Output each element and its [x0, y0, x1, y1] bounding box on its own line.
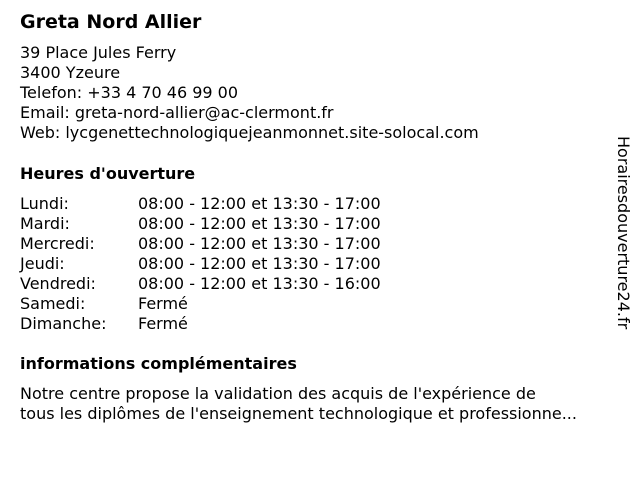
hours-day: Mercredi:	[20, 234, 95, 253]
hours-day: Vendredi:	[20, 274, 96, 293]
hours-time: 08:00 - 12:00 et 13:30 - 16:00	[138, 274, 381, 293]
address-street: 39 Place Jules Ferry	[20, 43, 177, 62]
hours-day: Jeudi:	[20, 254, 65, 273]
hours-time: 08:00 - 12:00 et 13:30 - 17:00	[138, 234, 381, 253]
hours-day: Samedi:	[20, 294, 86, 313]
info-heading: informations complémentaires	[20, 354, 297, 373]
hours-time: 08:00 - 12:00 et 13:30 - 17:00	[138, 214, 381, 233]
phone-number: Telefon: +33 4 70 46 99 00	[20, 83, 239, 102]
description	[20, 384, 620, 424]
site-watermark: Horairesdouverture24.fr	[614, 136, 633, 330]
hours-heading: Heures d'ouverture	[20, 164, 196, 183]
business-name: Greta Nord Allier	[20, 11, 202, 33]
hours-time: 08:00 - 12:00 et 13:30 - 17:00	[138, 254, 381, 273]
hours-time: Fermé	[138, 294, 188, 313]
description-line: Notre centre propose la validation des acquis de l'expérience de	[20, 384, 536, 403]
email-address: Email: greta-nord-allier@ac-clermont.fr	[20, 103, 334, 122]
hours-time: Fermé	[138, 314, 188, 333]
address-city: 3400 Yzeure	[20, 63, 121, 82]
contact-block	[20, 43, 479, 143]
hours-day: Dimanche:	[20, 314, 107, 333]
hours-day: Mardi:	[20, 214, 70, 233]
hours-time: 08:00 - 12:00 et 13:30 - 17:00	[138, 194, 381, 213]
website: Web: lycgenettechnologiquejeanmonnet.site-solocal.com	[20, 123, 479, 142]
description-line: tous les diplômes de l'enseignement technologique et professionne...	[20, 404, 577, 423]
hours-day: Lundi:	[20, 194, 69, 213]
